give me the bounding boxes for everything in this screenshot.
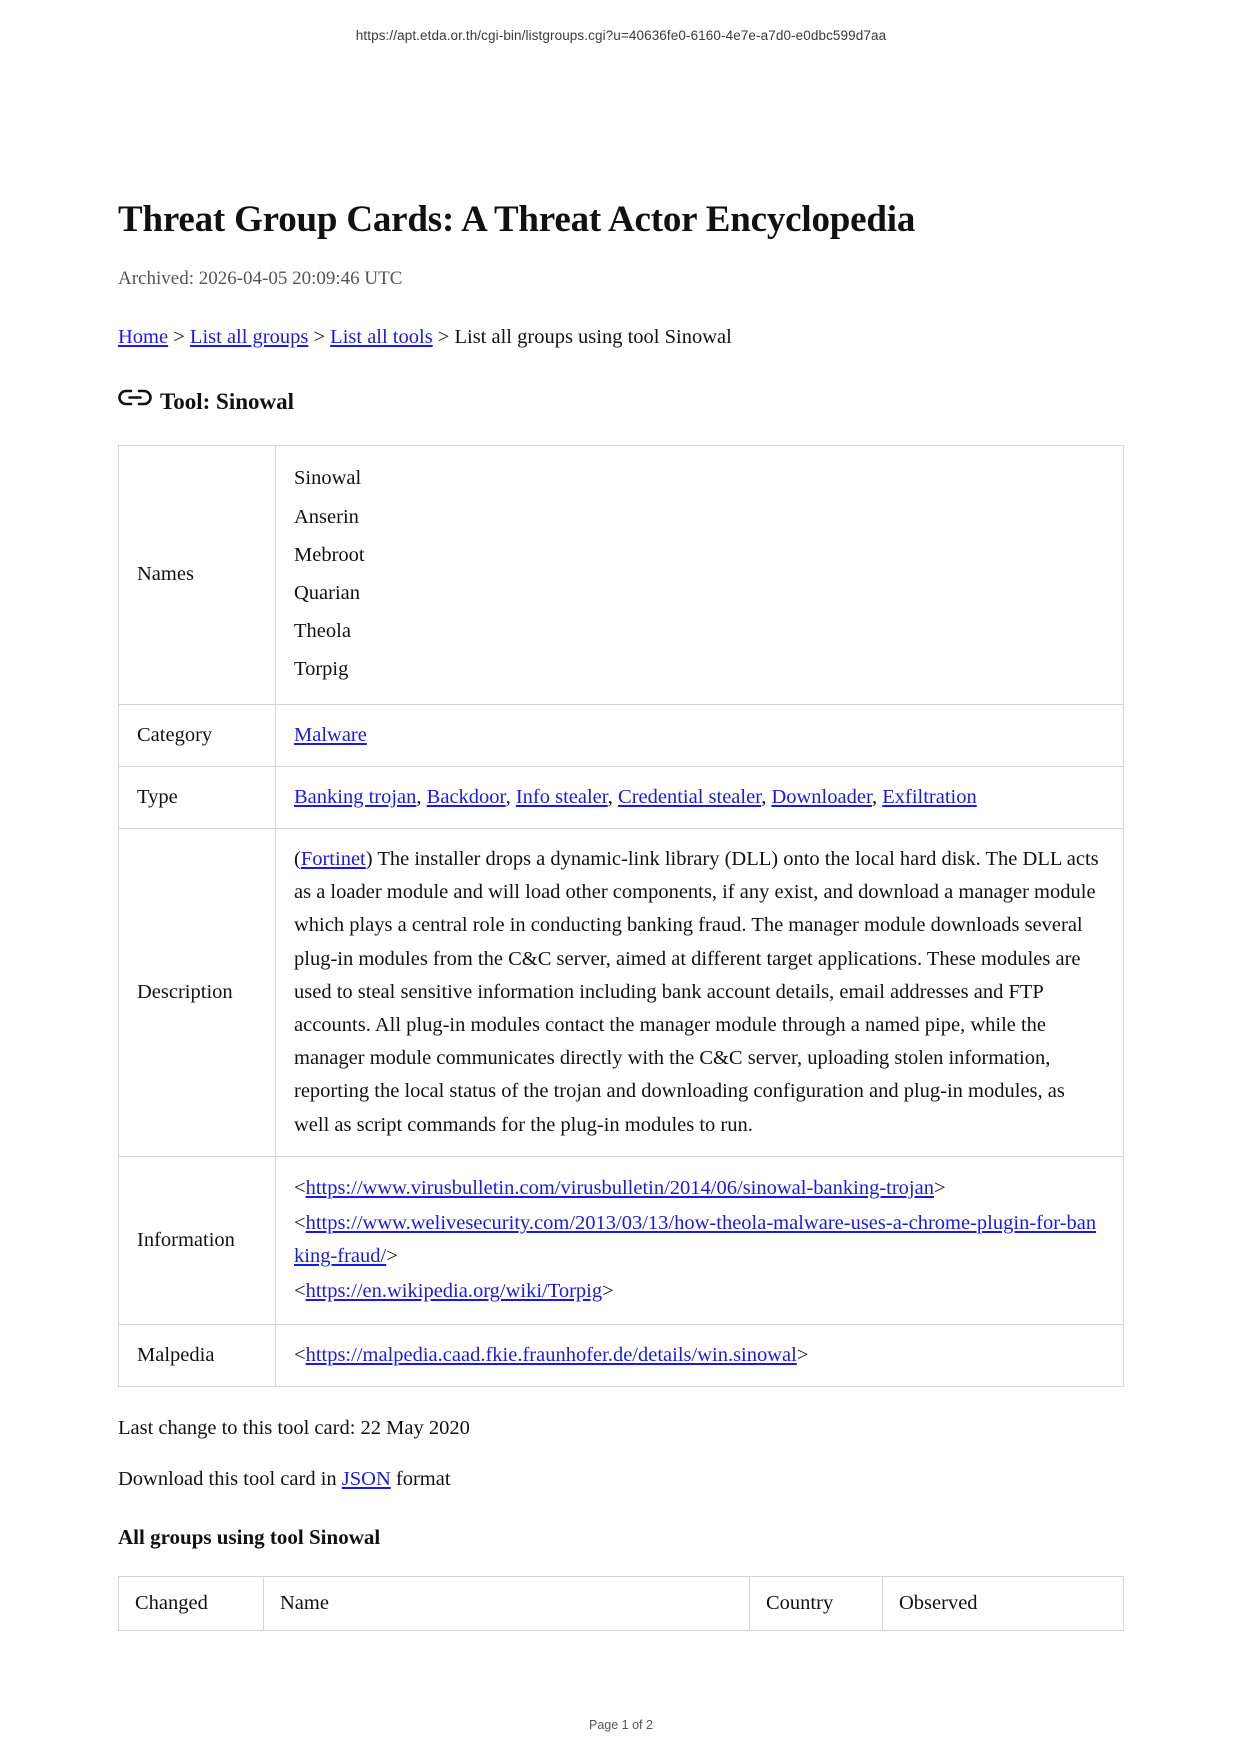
- breadcrumb-separator-1: >: [168, 326, 190, 349]
- row-value-category: [276, 704, 1124, 766]
- page-footer: Page 1 of 2: [589, 1718, 653, 1732]
- type-link-info-stealer[interactable]: Info stealer: [515, 785, 608, 808]
- row-value-information: [276, 1156, 1124, 1324]
- type-link-backdoor[interactable]: Backdoor: [426, 785, 506, 808]
- breadcrumb-current: List all groups using tool Sinowal: [454, 326, 732, 349]
- description-source-close: ): [365, 848, 378, 871]
- groups-section-heading: All groups using tool Sinowal: [118, 1524, 381, 1549]
- row-label-type: Type: [119, 766, 276, 828]
- tool-card-table: [118, 445, 1124, 1386]
- download-prefix: Download this tool card in: [118, 1467, 342, 1490]
- row-label-names: Names: [119, 446, 276, 704]
- row-label-information: Information: [119, 1156, 276, 1324]
- row-value-type: [276, 766, 1124, 828]
- table-row-type: [119, 766, 1124, 828]
- row-label-malpedia: Malpedia: [119, 1324, 276, 1386]
- type-separator: ,: [505, 785, 516, 808]
- tool-name-item: Theola: [294, 620, 351, 643]
- row-value-description: [276, 829, 1124, 1157]
- type-link-downloader[interactable]: Downloader: [771, 785, 872, 808]
- column-header-name[interactable]: Name: [264, 1576, 750, 1630]
- breadcrumb-separator-2: >: [308, 326, 331, 349]
- archived-timestamp: Archived: 2026-04-05 20:09:46 UTC: [118, 268, 403, 290]
- row-value-malpedia: <https://malpedia.caad.fkie.fraunhofer.de/details/win.sinowal>: [276, 1324, 1124, 1386]
- type-separator: ,: [607, 785, 619, 808]
- description-source-open: (: [294, 848, 301, 871]
- information-item: <https://www.virusbulletin.com/virusbulletin/2014/06/sinowal-banking-trojan>: [294, 1176, 946, 1199]
- table-row-category: [119, 704, 1124, 766]
- column-header-observed[interactable]: Observed: [883, 1576, 1124, 1630]
- type-link-credential-stealer[interactable]: Credential stealer: [618, 785, 762, 808]
- type-separator: ,: [416, 785, 427, 808]
- column-header-country[interactable]: Country: [750, 1576, 883, 1630]
- malpedia-link[interactable]: https://malpedia.caad.fkie.fraunhofer.de/details/win.sinowal: [305, 1343, 797, 1366]
- column-header-changed[interactable]: Changed: [119, 1576, 264, 1630]
- tool-heading: [118, 349, 1124, 415]
- category-link-malware[interactable]: Malware: [294, 723, 367, 746]
- document-content: [0, 43, 1242, 1631]
- last-change-text: Last change to this tool card: 22 May 2020: [118, 1416, 470, 1439]
- table-row-information: [119, 1156, 1124, 1324]
- information-link-wikipedia[interactable]: https://en.wikipedia.org/wiki/Torpig: [305, 1280, 603, 1303]
- table-row-description: [119, 829, 1124, 1157]
- tool-name-item: Torpig: [294, 658, 349, 681]
- page-title: Threat Group Cards: A Threat Actor Encyclopedia: [118, 199, 916, 240]
- page-url: https://apt.etda.or.th/cgi-bin/listgroups.cgi?u=40636fe0-6160-4e7e-a7d0-e0dbc599d7aa: [355, 28, 887, 43]
- tool-name-item: Anserin: [294, 505, 359, 528]
- tool-name-item: Mebroot: [294, 543, 365, 566]
- breadcrumb: [118, 326, 1124, 349]
- download-json-link[interactable]: JSON: [341, 1467, 391, 1490]
- row-label-description: Description: [119, 829, 276, 1157]
- tool-name-item: Sinowal: [294, 467, 362, 490]
- download-line: [118, 1468, 1124, 1491]
- breadcrumb-separator-3: >: [432, 326, 455, 349]
- tool-name-item: Quarian: [294, 582, 361, 604]
- information-link-welivesecurity[interactable]: https://www.welivesecurity.com/2013/03/13/how-theola-malware-uses-a-chrome-plugin-for-banking-fraud/: [294, 1212, 1097, 1268]
- description-source-link-fortinet[interactable]: Fortinet: [300, 848, 366, 871]
- type-link-banking-trojan[interactable]: Banking trojan: [294, 785, 417, 808]
- table-row-names: [119, 446, 1124, 704]
- download-suffix: format: [390, 1467, 451, 1490]
- breadcrumb-link-list-all-tools[interactable]: List all tools: [330, 326, 433, 349]
- type-link-exfiltration[interactable]: Exfiltration: [882, 785, 977, 808]
- table-row-malpedia: [119, 1324, 1124, 1386]
- tool-heading-text: Tool: Sinowal: [160, 389, 295, 415]
- breadcrumb-link-list-all-groups[interactable]: List all groups: [189, 326, 309, 349]
- information-item: <https://en.wikipedia.org/wiki/Torpig>: [294, 1280, 614, 1303]
- link-icon: [118, 383, 152, 413]
- row-value-names: [276, 446, 1124, 704]
- row-label-category: Category: [119, 704, 276, 766]
- type-separator: ,: [871, 785, 883, 808]
- information-item: <https://www.welivesecurity.com/2013/03/13/how-theola-malware-uses-a-chrome-plugin-for-banking-fraud/>: [294, 1212, 1097, 1268]
- type-separator: ,: [761, 785, 772, 808]
- table-header-row: [119, 1576, 1124, 1630]
- breadcrumb-link-home[interactable]: Home: [118, 326, 169, 349]
- information-link-virusbulletin[interactable]: https://www.virusbulletin.com/virusbulletin/2014/06/sinowal-banking-trojan: [305, 1176, 934, 1199]
- groups-table: [118, 1576, 1124, 1631]
- description-text: The installer drops a dynamic-link library (DLL) onto the local hard disk. The DLL acts as a loader module and will load other components, if any exist, and download a manager module which plays a central role in conducting banking fraud. The manager module downloads several plug-in modules from the C&C server, aimed at different target applications. These modules are used to steal sensitive information including bank account details, email addresses and FTP accounts. All plug-in modules contact the manager module through a named pipe, while the manager module communicates directly with the C&C server, uploading stolen information, reporting the local status of the trojan and downloading configuration and plug-in modules, as well as script commands for the plug-in modules to run.: [294, 848, 1099, 1136]
